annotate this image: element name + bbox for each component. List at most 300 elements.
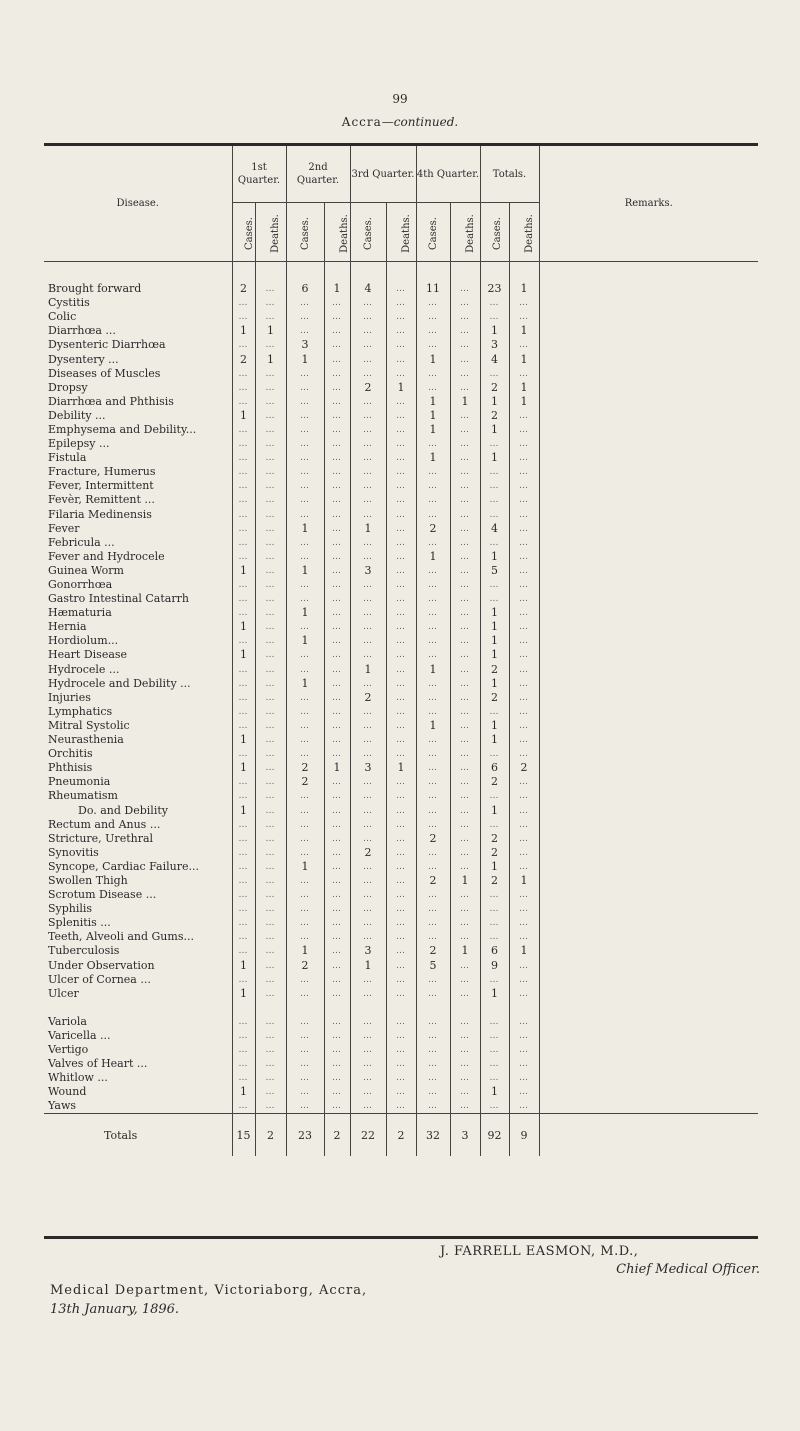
- cell-value: …: [416, 1029, 450, 1043]
- cell-value: …: [324, 818, 350, 832]
- cell-value: …: [232, 663, 255, 677]
- cell-value: …: [386, 1099, 416, 1114]
- table-row: [44, 818, 758, 832]
- cell-value: …: [324, 508, 350, 522]
- remarks-cell: [539, 691, 758, 705]
- table-row: [44, 677, 758, 691]
- cell-value: …: [350, 536, 386, 550]
- cell-value: 2: [286, 959, 324, 973]
- cell-value: 2: [286, 761, 324, 775]
- cell-value: …: [386, 479, 416, 493]
- cell-value: …: [324, 733, 350, 747]
- cell-value: …: [450, 310, 480, 324]
- cell-value: …: [386, 648, 416, 662]
- table-row: [44, 959, 758, 973]
- cell-value: 1: [232, 733, 255, 747]
- cell-value: 1: [480, 395, 509, 409]
- disease-name: Fevèr, Remittent ...: [44, 493, 232, 507]
- running-head-title: Accra: [341, 115, 382, 129]
- disease-name: Febricula ...: [44, 536, 232, 550]
- disease-name: Diarrhœa ...: [44, 324, 232, 338]
- cell-value: 1: [232, 620, 255, 634]
- cell-value: …: [416, 296, 450, 310]
- table-row: [44, 550, 758, 564]
- table-row: [44, 663, 758, 677]
- cell-value: …: [286, 789, 324, 803]
- disease-name: Pneumonia: [44, 775, 232, 789]
- cell-value: …: [416, 324, 450, 338]
- cell-value: …: [255, 578, 286, 592]
- cell-value: 2: [480, 691, 509, 705]
- cell-value: …: [480, 973, 509, 987]
- cell-value: …: [450, 493, 480, 507]
- table-row: [44, 902, 758, 916]
- disease-name: Gonorrhœa: [44, 578, 232, 592]
- cell-value: …: [255, 282, 286, 296]
- cell-value: …: [509, 888, 539, 902]
- cell-value: …: [509, 930, 539, 944]
- cell-value: …: [350, 747, 386, 761]
- cell-value: …: [232, 1043, 255, 1057]
- department-line: Medical Department, Victoriaborg, Accra,: [50, 1283, 368, 1298]
- cell-value: …: [255, 1043, 286, 1057]
- cell-value: …: [416, 1071, 450, 1085]
- cell-value: …: [386, 564, 416, 578]
- cell-value: 2: [350, 846, 386, 860]
- cell-value: …: [255, 1057, 286, 1071]
- cell-value: 1: [386, 381, 416, 395]
- cell-value: …: [232, 592, 255, 606]
- cell-value: …: [232, 1029, 255, 1043]
- cell-value: 1: [480, 451, 509, 465]
- remarks-cell: [539, 310, 758, 324]
- disease-table: [44, 146, 758, 1156]
- remarks-cell: [539, 592, 758, 606]
- table-row: [44, 634, 758, 648]
- cell-value: …: [509, 367, 539, 381]
- remarks-cell: [539, 860, 758, 874]
- cell-value: …: [509, 423, 539, 437]
- cell-value: …: [450, 1029, 480, 1043]
- remarks-cell: [539, 367, 758, 381]
- cell-value: …: [324, 677, 350, 691]
- cell-value: 1: [416, 550, 450, 564]
- totals-value: 92: [480, 1114, 509, 1157]
- cell-value: 1: [286, 634, 324, 648]
- cell-value: …: [416, 479, 450, 493]
- cell-value: …: [232, 423, 255, 437]
- cell-value: …: [509, 747, 539, 761]
- cell-value: …: [286, 1099, 324, 1114]
- quarter-header-row: [44, 146, 758, 203]
- page-number: 99: [392, 92, 408, 106]
- remarks-cell: [539, 1099, 758, 1114]
- cell-value: …: [450, 550, 480, 564]
- cell-value: …: [450, 987, 480, 1001]
- cell-value: 1: [286, 352, 324, 366]
- cell-value: 2: [416, 832, 450, 846]
- cell-value: …: [255, 888, 286, 902]
- cell-value: 3: [480, 338, 509, 352]
- cell-value: …: [416, 381, 450, 395]
- cell-value: …: [350, 803, 386, 817]
- cell-value: 1: [450, 944, 480, 958]
- remarks-cell: [539, 381, 758, 395]
- cell-value: …: [480, 536, 509, 550]
- cell-value: …: [286, 578, 324, 592]
- cell-value: …: [386, 1015, 416, 1029]
- cell-value: 2: [286, 775, 324, 789]
- cell-value: …: [386, 775, 416, 789]
- remarks-cell: [539, 832, 758, 846]
- cell-value: …: [324, 578, 350, 592]
- cell-value: …: [324, 310, 350, 324]
- cell-value: …: [386, 803, 416, 817]
- cell-value: …: [232, 916, 255, 930]
- cell-value: …: [416, 902, 450, 916]
- cell-value: …: [255, 902, 286, 916]
- cell-value: 3: [286, 338, 324, 352]
- cell-value: …: [450, 691, 480, 705]
- cell-value: …: [386, 550, 416, 564]
- cell-value: …: [255, 508, 286, 522]
- table-row: [44, 1085, 758, 1099]
- cell-value: …: [350, 1015, 386, 1029]
- cell-value: …: [232, 789, 255, 803]
- cell-value: 1: [480, 733, 509, 747]
- cell-value: …: [232, 338, 255, 352]
- table-row: [44, 536, 758, 550]
- cell-value: 2: [480, 381, 509, 395]
- remarks-cell: [539, 1015, 758, 1029]
- deaths-subheader: Deaths.: [269, 213, 281, 253]
- cell-value: …: [324, 832, 350, 846]
- cell-value: …: [509, 832, 539, 846]
- cell-value: …: [509, 1015, 539, 1029]
- cell-value: …: [255, 775, 286, 789]
- totals-value: 2: [324, 1114, 350, 1157]
- cell-value: 1: [480, 648, 509, 662]
- cell-value: …: [255, 395, 286, 409]
- cell-value: …: [350, 324, 386, 338]
- cell-value: …: [350, 818, 386, 832]
- disease-name: Ulcer: [44, 987, 232, 1001]
- cell-value: 1: [324, 761, 350, 775]
- cell-value: …: [350, 367, 386, 381]
- cell-value: …: [386, 493, 416, 507]
- cell-value: …: [416, 592, 450, 606]
- cell-value: 2: [416, 522, 450, 536]
- remarks-header: Remarks.: [539, 146, 758, 262]
- cell-value: …: [232, 367, 255, 381]
- cell-value: …: [286, 367, 324, 381]
- table-row: [44, 296, 758, 310]
- date-line: [50, 1302, 179, 1317]
- cell-value: …: [480, 1043, 509, 1057]
- cell-value: …: [232, 944, 255, 958]
- table-row: [44, 1029, 758, 1043]
- table-row: [44, 620, 758, 634]
- cell-value: …: [324, 1057, 350, 1071]
- table-row: [44, 648, 758, 662]
- remarks-cell: [539, 508, 758, 522]
- remarks-cell: [539, 550, 758, 564]
- cell-value: …: [324, 620, 350, 634]
- disease-header: Disease.: [44, 146, 232, 262]
- totals-row: [44, 1114, 758, 1157]
- cell-value: …: [450, 381, 480, 395]
- cell-value: …: [324, 860, 350, 874]
- table-body: [44, 262, 758, 1114]
- cell-value: …: [350, 648, 386, 662]
- cell-value: …: [386, 508, 416, 522]
- disease-name: Fever and Hydrocele: [44, 550, 232, 564]
- cell-value: …: [450, 578, 480, 592]
- cell-value: …: [350, 395, 386, 409]
- cell-value: …: [509, 522, 539, 536]
- cell-value: 1: [232, 564, 255, 578]
- cell-value: 2: [480, 874, 509, 888]
- cell-value: …: [255, 437, 286, 451]
- remarks-cell: [539, 1057, 758, 1071]
- cell-value: …: [324, 987, 350, 1001]
- cell-value: …: [509, 620, 539, 634]
- cell-value: …: [255, 719, 286, 733]
- cell-value: …: [286, 395, 324, 409]
- table-row: [44, 916, 758, 930]
- cell-value: …: [509, 451, 539, 465]
- cell-value: …: [416, 916, 450, 930]
- disease-name: Hydrocele ...: [44, 663, 232, 677]
- cell-value: …: [509, 1029, 539, 1043]
- cell-value: …: [509, 846, 539, 860]
- cell-value: …: [232, 437, 255, 451]
- running-head: [0, 115, 800, 129]
- cell-value: …: [509, 803, 539, 817]
- cell-value: …: [450, 973, 480, 987]
- cell-value: 1: [286, 860, 324, 874]
- cell-value: …: [480, 1099, 509, 1114]
- cell-value: …: [232, 818, 255, 832]
- cell-value: …: [324, 606, 350, 620]
- cell-value: …: [286, 733, 324, 747]
- cell-value: …: [416, 705, 450, 719]
- cell-value: …: [324, 719, 350, 733]
- cell-value: …: [286, 747, 324, 761]
- disease-name: Varicella ...: [44, 1029, 232, 1043]
- cell-value: …: [286, 592, 324, 606]
- cell-value: …: [509, 479, 539, 493]
- cell-value: …: [232, 888, 255, 902]
- cell-value: 1: [509, 282, 539, 296]
- cell-value: …: [286, 888, 324, 902]
- disease-name: Vertigo: [44, 1043, 232, 1057]
- cell-value: …: [232, 973, 255, 987]
- cell-value: …: [509, 1085, 539, 1099]
- cell-value: …: [286, 803, 324, 817]
- cell-value: …: [255, 493, 286, 507]
- cell-value: 1: [416, 395, 450, 409]
- cell-value: …: [416, 691, 450, 705]
- quarter-4-header: 4th Quarter.: [416, 146, 480, 203]
- remarks-cell: [539, 409, 758, 423]
- cell-value: …: [286, 620, 324, 634]
- disease-name: Syphilis: [44, 902, 232, 916]
- cell-value: …: [386, 1029, 416, 1043]
- cell-value: …: [416, 747, 450, 761]
- cell-value: …: [286, 930, 324, 944]
- table-row: [44, 437, 758, 451]
- cell-value: 1: [480, 423, 509, 437]
- cell-value: …: [324, 338, 350, 352]
- cell-value: …: [350, 930, 386, 944]
- disease-name: Valves of Heart ...: [44, 1057, 232, 1071]
- cell-value: …: [509, 606, 539, 620]
- cell-value: …: [232, 747, 255, 761]
- cell-value: …: [450, 423, 480, 437]
- table-row: [44, 789, 758, 803]
- cell-value: …: [480, 578, 509, 592]
- cell-value: …: [450, 620, 480, 634]
- disease-name: Ulcer of Cornea ...: [44, 973, 232, 987]
- cell-value: 1: [509, 352, 539, 366]
- table-row: [44, 578, 758, 592]
- cell-value: …: [324, 874, 350, 888]
- deaths-subheader: Deaths.: [523, 213, 535, 253]
- cell-value: …: [386, 916, 416, 930]
- cell-value: …: [480, 1029, 509, 1043]
- table-row: [44, 367, 758, 381]
- cell-value: …: [324, 395, 350, 409]
- cell-value: …: [416, 733, 450, 747]
- cell-value: 2: [480, 775, 509, 789]
- remarks-cell: [539, 1085, 758, 1099]
- table-row: [44, 846, 758, 860]
- cell-value: 1: [350, 522, 386, 536]
- disease-name: Fracture, Humerus: [44, 465, 232, 479]
- cell-value: …: [324, 1071, 350, 1085]
- deaths-subheader: Deaths.: [338, 213, 350, 253]
- cell-value: …: [450, 1057, 480, 1071]
- cell-value: …: [350, 409, 386, 423]
- cell-value: …: [509, 578, 539, 592]
- cell-value: …: [386, 395, 416, 409]
- cell-value: …: [450, 1043, 480, 1057]
- cell-value: …: [480, 592, 509, 606]
- cell-value: …: [286, 465, 324, 479]
- cell-value: 6: [480, 761, 509, 775]
- cell-value: …: [255, 832, 286, 846]
- cell-value: …: [350, 338, 386, 352]
- cell-value: …: [324, 479, 350, 493]
- cell-value: …: [480, 1015, 509, 1029]
- cell-value: 2: [416, 944, 450, 958]
- remarks-cell: [539, 803, 758, 817]
- remarks-cell: [539, 930, 758, 944]
- cell-value: …: [324, 522, 350, 536]
- cell-value: …: [480, 818, 509, 832]
- cell-value: …: [232, 550, 255, 564]
- cell-value: …: [386, 691, 416, 705]
- cases-subheader: Cases.: [491, 216, 503, 250]
- remarks-cell: [539, 747, 758, 761]
- table-row: [44, 451, 758, 465]
- cell-value: 2: [509, 761, 539, 775]
- cell-value: 1: [416, 719, 450, 733]
- date-rest: January, 1896.: [84, 1302, 180, 1317]
- cell-value: …: [324, 1085, 350, 1099]
- cell-value: …: [350, 465, 386, 479]
- disease-name: Debility ...: [44, 409, 232, 423]
- disease-name: Variola: [44, 1015, 232, 1029]
- table-row: [44, 479, 758, 493]
- cell-value: …: [450, 338, 480, 352]
- cell-value: 1: [286, 564, 324, 578]
- cell-value: …: [232, 578, 255, 592]
- cell-value: …: [416, 818, 450, 832]
- cell-value: 4: [350, 282, 386, 296]
- cell-value: …: [286, 719, 324, 733]
- cell-value: …: [416, 1099, 450, 1114]
- cell-value: …: [386, 578, 416, 592]
- cell-value: …: [255, 592, 286, 606]
- table-row: [44, 832, 758, 846]
- cell-value: …: [480, 747, 509, 761]
- cell-value: …: [255, 959, 286, 973]
- cell-value: …: [324, 944, 350, 958]
- cell-value: 5: [480, 564, 509, 578]
- disease-name: Heart Disease: [44, 648, 232, 662]
- cell-value: …: [350, 1071, 386, 1085]
- cell-value: …: [450, 522, 480, 536]
- remarks-cell: [539, 1043, 758, 1057]
- cell-value: …: [386, 620, 416, 634]
- cell-value: …: [350, 437, 386, 451]
- cell-value: …: [232, 874, 255, 888]
- cell-value: …: [450, 846, 480, 860]
- cell-value: 1: [232, 324, 255, 338]
- remarks-cell: [539, 973, 758, 987]
- cell-value: …: [286, 1085, 324, 1099]
- cell-value: 1: [386, 761, 416, 775]
- cell-value: …: [350, 634, 386, 648]
- cell-value: …: [450, 352, 480, 366]
- cell-value: …: [386, 818, 416, 832]
- cell-value: …: [509, 705, 539, 719]
- table-row: [44, 338, 758, 352]
- cell-value: …: [350, 775, 386, 789]
- table-row: [44, 522, 758, 536]
- cell-value: …: [450, 663, 480, 677]
- cell-value: …: [324, 1015, 350, 1029]
- officer-title: Chief Medical Officer.: [616, 1262, 760, 1277]
- cell-value: …: [286, 846, 324, 860]
- cell-value: 1: [232, 1085, 255, 1099]
- remarks-cell: [539, 564, 758, 578]
- cell-value: …: [450, 409, 480, 423]
- cell-value: …: [386, 874, 416, 888]
- remarks-cell: [539, 620, 758, 634]
- cell-value: …: [509, 634, 539, 648]
- cell-value: 23: [480, 282, 509, 296]
- disease-name: Colic: [44, 310, 232, 324]
- cell-value: …: [450, 536, 480, 550]
- cell-value: …: [255, 465, 286, 479]
- disease-name: Swollen Thigh: [44, 874, 232, 888]
- cell-value: …: [350, 888, 386, 902]
- cell-value: …: [324, 352, 350, 366]
- cell-value: …: [286, 987, 324, 1001]
